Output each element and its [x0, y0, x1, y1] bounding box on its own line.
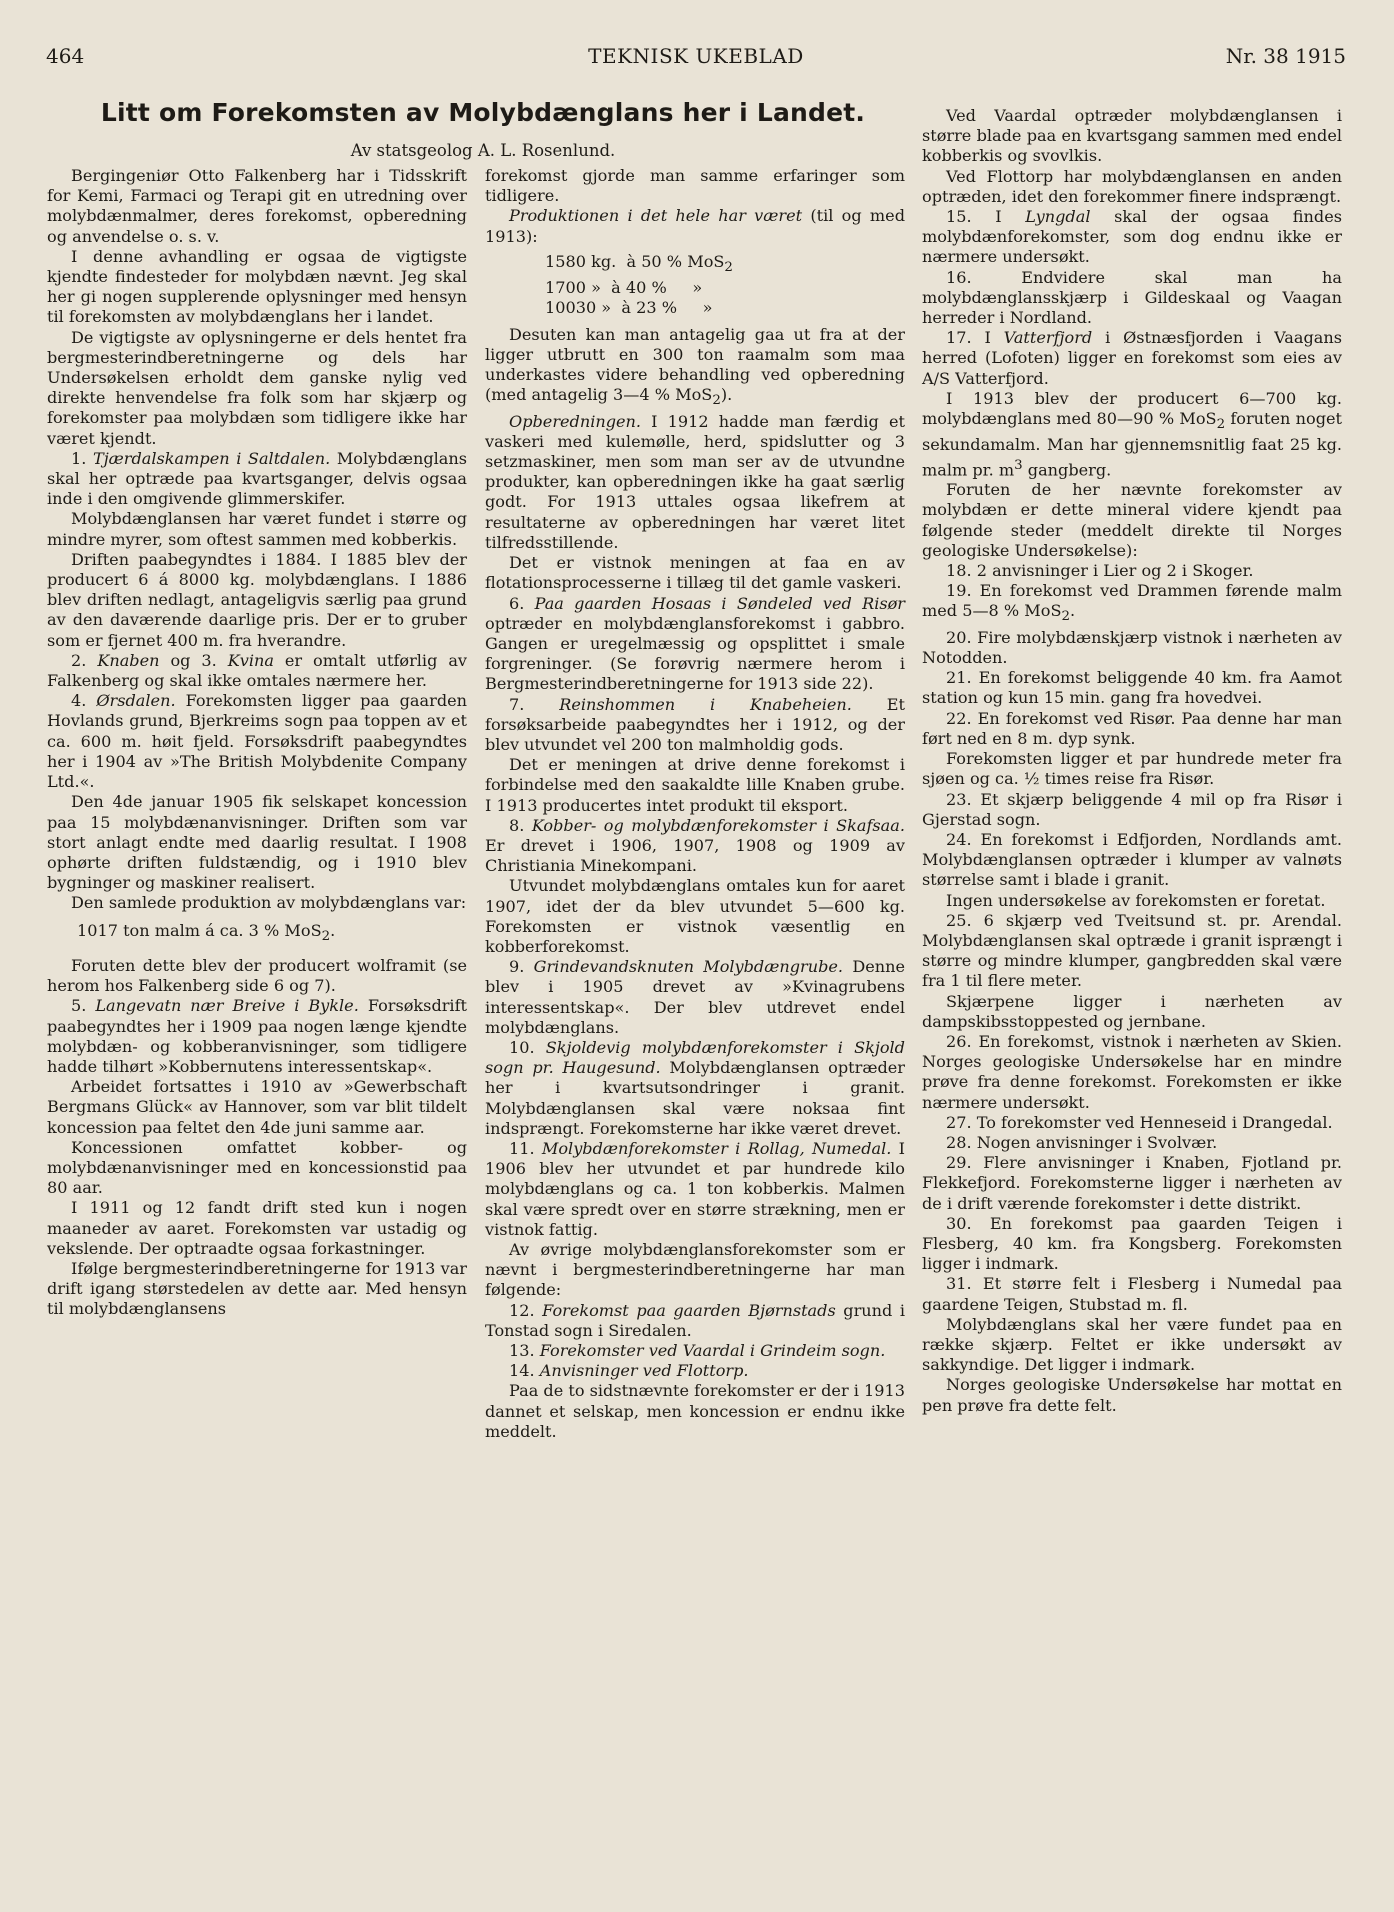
- paragraph: Molybdænglansen har været fundet i større og mindre myrer, som oftest sammen med kobberkis.: [47, 509, 467, 549]
- item-number: 8.: [509, 815, 525, 835]
- location-heading: Knaben: [97, 650, 160, 670]
- paragraph: Av øvrige molybdænglansforekomster som er nævnt i bergmesterindberetningerne har man følgende:: [485, 1240, 905, 1300]
- location-heading: Tjærdalskampen i Saltdalen.: [92, 448, 331, 468]
- production-row: [545, 298, 905, 318]
- paragraph-text: Er drevet i 1906, 1907, 1908 og 1909 av Christiania Minekompani.: [485, 835, 905, 876]
- paragraph: 18. 2 anvisninger i Lier og 2 i Skoger.: [946, 561, 1254, 581]
- paragraph: [47, 996, 467, 1077]
- formula-subscript: 2: [712, 393, 721, 409]
- paragraph: Forekomsten ligger et par hundrede meter fra sjøen og ca. ½ times reise fra Risør.: [922, 749, 1342, 789]
- item-number: 11.: [509, 1138, 535, 1158]
- paragraph: [485, 957, 905, 1038]
- production-row: [545, 252, 905, 278]
- paragraph: Bergingeniør Otto Falkenberg har i Tidsskrift for Kemi, Farmaci og Terapi git en utredning over molybdænmalmer, deres forekomst, opberedning og anvendelse o. s. v.: [47, 166, 467, 246]
- paragraph: Utvundet molybdænglans omtales kun for aaret 1907, idet der da blev utvundet 5—600 kg. Forekomsten er vistnok væsentlig en kobberforekomst.: [485, 876, 905, 956]
- paragraph-text: skal der ogsaa findes molybdænforekomster, som dog endnu ikke er nærmere undersøkt.: [922, 207, 1342, 267]
- formula-text: 1017 ton malm á ca. 3 % MoS: [77, 920, 322, 940]
- paragraph: 20. Fire molybdænskjærp vistnok i nærheten av Notodden.: [922, 627, 1342, 668]
- qty: 1700 »: [545, 278, 601, 298]
- paragraph: [47, 449, 467, 510]
- paragraph: [485, 1301, 905, 1341]
- issue-number: Nr. 38 1915: [1225, 44, 1346, 68]
- formula-subscript: 2: [321, 928, 331, 944]
- paragraph-text: Forekomsten ligger paa gaarden Hovlands grund, Bjerkreims sogn paa toppen av et ca. 600 m. høit fjeld. Forsøksdrift paabegyndtes her i 1904 av »The British Molybdenite Company Ltd.«.: [47, 691, 468, 792]
- paragraph: [922, 581, 1342, 628]
- paragraph: 16. Endvidere skal man ha molybdænglansskjærp i Gildeskaal og Vaagan herreder i Nordland.: [922, 267, 1342, 328]
- qty: 10030 »: [545, 298, 612, 318]
- paragraph: Det er meningen at drive denne forekomst i forbindelse med den saakaldte lille Knaben grube. I 1913 producertes intet produkt til eksport.: [485, 755, 905, 815]
- paragraph: [485, 695, 905, 756]
- paragraph: [922, 389, 1342, 480]
- location-heading: Anvisninger ved Flottorp.: [539, 1361, 749, 1381]
- paragraph: [922, 328, 1342, 389]
- article-byline: Av statsgeolog A. L. Rosenlund.: [350, 141, 616, 160]
- location-heading: Forekomster ved Vaardal i Grindeim sogn.: [539, 1341, 886, 1361]
- paragraph: 30. En forekomst paa gaarden Teigen i Flesberg, 40 km. fra Kongsberg. Forekomsten ligger i indmark.: [922, 1213, 1342, 1274]
- paragraph: [485, 1361, 905, 1381]
- production-formula: [47, 921, 467, 947]
- paragraph: 26. En forekomst, vistnok i nærheten av Skien. Norges geologiske Undersøkelse har en mindre prøve fra denne forekomst. Forekomsten er ikke nærmere undersøkt.: [922, 1031, 1342, 1112]
- paragraph: [485, 594, 905, 695]
- formula-end: .: [330, 920, 336, 940]
- paragraph: [485, 816, 905, 877]
- paragraph-text: Forsøksdrift paabegyndtes her i 1909 paa nogen længe kjendte molybdæn- og kobberanvisninger, som tidligere hadde tilhørt »Kobbernutens interessentskap«.: [47, 996, 468, 1076]
- location-heading: Forekomst paa gaarden Bjørnstads: [542, 1300, 836, 1320]
- paragraph: Den 4de januar 1905 fik selskapet koncession paa 15 molybdænanvisninger. Driften som var stort anlagt endte med daarlig resultat. I 1908 ophørte driften fuldstændig, og i 1910 blev bygninger og maskiner realisert.: [47, 792, 467, 893]
- article-title: Litt om Forekomsten av Molybdænglans her i Landet.: [100, 98, 866, 127]
- column-2: [485, 166, 905, 1442]
- column-1: [47, 166, 467, 1320]
- location-heading: Kvina: [227, 650, 274, 670]
- paragraph: [485, 1341, 905, 1361]
- paragraph: [485, 1139, 905, 1240]
- paragraph: [485, 206, 905, 246]
- paragraph-text: 19. En forekomst ved Drammen førende malm med 5—8 % MoS: [922, 581, 1342, 621]
- paragraph: Foruten dette blev der producert wolframit (se herom hos Falkenberg side 6 og 7).: [47, 955, 467, 996]
- item-number: 13.: [509, 1341, 535, 1361]
- paragraph-text: Desuten kan man antagelig gaa ut fra at der ligger utbrutt en 300 ton raamalm som maa underkastes videre behandling ved opberedning (med antagelig 3—4 % MoS: [485, 324, 905, 405]
- location-heading: Grindevandsknuten Molybdængrube.: [533, 957, 844, 977]
- paragraph: 28. Nogen anvisninger i Svolvær.: [946, 1132, 1218, 1152]
- item-number: og 3.: [170, 650, 217, 670]
- paragraph: De vigtigste av oplysningerne er dels hentet fra bergmesterindberetningerne og dels har Undersøkelsen erholdt dem ganske nylig ved direkte henvendelse fra folk som har skjærp og forekomster paa molybdæn som tidligere ikke har været kjendt.: [47, 327, 467, 448]
- paragraph-end: .: [1070, 601, 1076, 621]
- paragraph-end: ).: [720, 385, 733, 405]
- paragraph: I denne avhandling er ogsaa de vigtigste kjendte findesteder for molybdæn nævnt. Jeg skal her gi nogen supplerende oplysninger med hensyn til forekomsten av molybdænglans her i landet.: [47, 246, 467, 327]
- paragraph-text: grund i Tonstad sogn i Siredalen.: [485, 1300, 905, 1340]
- location-heading: Ørsdalen.: [96, 691, 176, 711]
- paragraph: Ved Vaardal optræder molybdænglansen i større blade paa en kvartsgang sammen med endel kobberkis og svovlkis.: [922, 106, 1342, 166]
- location-heading: Lyngdal: [1025, 207, 1091, 227]
- production-table: [545, 252, 905, 319]
- paragraph: [485, 325, 905, 412]
- item-number: 7.: [509, 694, 525, 714]
- paragraph: I 1911 og 12 fandt drift sted kun i nogen maaneder av aaret. Forekomsten var ustadig og vekslende. Der optraadte ogsaa forkastninger.: [47, 1198, 467, 1258]
- paragraph: Den samlede produktion av molybdænglans var:: [71, 893, 467, 913]
- location-heading: Vatterfjord: [1003, 328, 1093, 348]
- paragraph: Koncessionen omfattet kobber- og molybdænanvisninger med en koncessionstid paa 80 aar.: [47, 1137, 467, 1198]
- production-row: [545, 278, 905, 298]
- item-number: 14.: [509, 1361, 535, 1381]
- paragraph: Skjærpene ligger i nærheten av dampskibsstoppested og jernbane.: [922, 991, 1342, 1031]
- paragraph: 31. Et større felt i Flesberg i Numedal paa gaardene Teigen, Stubstad m. fl.: [922, 1274, 1342, 1314]
- paragraph: 22. En forekomst ved Risør. Paa denne har man ført ned en 8 m. dyp synk.: [922, 708, 1342, 748]
- paragraph-text: Molybdænglansen optræder her i kvartsutsondringer i granit. Molybdænglansen skal være noksaa fint indsprængt. Forekomsterne har ikke været drevet.: [485, 1058, 905, 1138]
- location-heading: Reinshommen i Knabeheien.: [559, 694, 852, 714]
- page-number: 464: [46, 44, 85, 68]
- paragraph: 27. To forekomster ved Henneseid i Drangedal.: [946, 1112, 1333, 1132]
- paragraph: Molybdænglans skal her være fundet paa en række skjærp. Feltet er ikke undersøkt av sakkyndige. Det ligger i indmark.: [922, 1314, 1342, 1375]
- compound: MoS: [687, 251, 725, 271]
- paragraph: 23. Et skjærp beliggende 4 mil op fra Risør i Gjerstad sogn.: [922, 789, 1342, 829]
- item-number: 15. I: [946, 207, 1002, 227]
- item-number: 5.: [71, 996, 87, 1016]
- section-heading: Produktionen i det hele har været: [509, 206, 803, 226]
- paragraph: 25. 6 skjærp ved Tveitsund st. pr. Arendal. Molybdænglansen skal optræde i granit isprængt i større og mindre klumper, gangbredden skal være fra 1 til flere meter.: [922, 910, 1342, 991]
- paragraph: Det er vistnok meningen at faa en av flotationsprocesserne i tillæg til det gamle vaskeri.: [485, 553, 905, 593]
- paragraph: Ingen undersøkelse av forekomsten er foretat.: [946, 890, 1326, 910]
- paragraph: Ved Flottorp har molybdænglansen en anden optræden, idet den forekommer finere indsprængt.: [922, 166, 1342, 206]
- percent: à 50 %: [626, 251, 683, 271]
- superscript: 3: [1014, 457, 1023, 473]
- item-number: 10.: [509, 1037, 535, 1057]
- formula-subscript: 2: [1216, 417, 1226, 433]
- paragraph-text: er omtalt utførlig av Falkenberg og skal ikke omtales nærmere her.: [47, 650, 468, 691]
- paragraph-text: Molybdænglans skal her optræde paa kvartsganger, delvis ogsaa inde i den omgivende glimmerskifer.: [47, 448, 467, 509]
- paragraph-text: i Østnæsfjorden i Vaagans herred (Lofoten) ligger en forekomst som eies av A/S Vatterfjord.: [922, 328, 1342, 388]
- paragraph: 24. En forekomst i Edfjorden, Nordlands amt. Molybdænglansen optræder i klumper av valnøts størrelse samt i blade i granit.: [922, 829, 1342, 890]
- item-number: 6.: [509, 593, 525, 613]
- paragraph-text: (til og med 1913):: [485, 206, 905, 246]
- paragraph-text: I 1906 blev her utvundet et par hundrede kilo molybdænglans og ca. 1 ton kobberkis. Malmen skal være spredt over en større strækning, men er vistnok fattig.: [485, 1138, 906, 1239]
- paragraph: [47, 651, 467, 691]
- paragraph-text: Denne blev i 1905 drevet av »Kvinagrubens interessentskap«. Der blev utdrevet endel molybdænglans.: [485, 957, 905, 1037]
- qty: 1580 kg.: [545, 251, 617, 271]
- paragraph-text: foruten noget sekundamalm. Man har gjennemsnitlig faat 25 kg. malm pr. m: [922, 409, 1342, 480]
- compound: »: [702, 298, 713, 318]
- column-3: [922, 106, 1342, 1416]
- section-heading: Opberedningen.: [509, 411, 642, 431]
- paragraph: Paa de to sidstnævnte forekomster er der i 1913 dannet et selskap, men koncession er endnu ikke meddelt.: [485, 1381, 905, 1441]
- formula-subscript: 2: [1061, 609, 1071, 625]
- paragraph-text: Et forsøksarbeide paabegyndtes her i 1912, og der blev utvundet vel 200 ton malmholdig gods.: [485, 694, 905, 754]
- percent: à 40 %: [611, 278, 667, 298]
- paragraph-text: I 1912 hadde man færdig et vaskeri med kulemølle, herd, spidslutter og 3 setzmaskiner, men som man ser av de utvundne produkter, kan opberedningen ikke ha gaat særlig godt. For 1913 uttales ogsaa likefrem at resultaterne av opberedningen har været litet tilfredsstillende.: [485, 411, 905, 552]
- paragraph: Arbeidet fortsattes i 1910 av »Gewerbschaft Bergmans Glück« av Hannover, som var blit tildelt koncession paa feltet den 4de juni samme aar.: [47, 1077, 467, 1137]
- percent: à 23 %: [621, 298, 678, 318]
- item-number: 9.: [509, 957, 525, 977]
- compound-subscript: 2: [724, 260, 733, 276]
- paragraph: [922, 207, 1342, 268]
- paragraph: Foruten de her nævnte forekomster av molybdæn er dette mineral videre kjendt paa følgende steder (meddelt direkte til Norges geologiske Undersøkelse):: [922, 480, 1342, 560]
- item-number: 2.: [71, 650, 87, 670]
- paragraph: forekomst gjorde man samme erfaringer som tidligere.: [485, 166, 905, 206]
- paragraph: [485, 1038, 905, 1139]
- location-heading: Paa gaarden Hosaas i Søndeled ved Risør: [534, 593, 905, 613]
- running-header: [46, 44, 1346, 70]
- paragraph: 29. Flere anvisninger i Knaben, Fjotland pr. Flekkefjord. Forekomsterne ligger i nærheten av de i drift værende forekomster i dette distrikt.: [922, 1153, 1342, 1213]
- paragraph: Norges geologiske Undersøkelse har mottat en pen prøve fra dette felt.: [922, 1375, 1342, 1415]
- location-heading: Langevatn nær Breive i Bykle.: [95, 996, 359, 1016]
- paragraph: 21. En forekomst beliggende 40 km. fra Aamot station og kun 15 min. gang fra hovedvei.: [922, 668, 1342, 708]
- item-number: 17. I: [946, 328, 991, 348]
- location-heading: Kobber- og molybdænforekomster i Skafsaa.: [531, 815, 905, 835]
- paragraph: [47, 691, 467, 792]
- paragraph-text: I 1913 blev der producert 6—700 kg. molybdænglans med 80—90 % MoS: [922, 388, 1342, 429]
- paragraph: Ifølge bergmesterindberetningerne for 1913 var drift igang størstedelen av dette aar. Med hensyn til molybdænglansens: [47, 1258, 467, 1319]
- compound: »: [692, 278, 703, 298]
- item-number: 4.: [71, 691, 87, 711]
- paragraph-text: optræder en molybdænglansforekomst i gabbro. Gangen er uregelmæssig og opsplittet i smale forgreninger. (Se forøvrig nærmere herom i Bergmesterindberetningerne for 1913 side 22).: [485, 613, 905, 694]
- paragraph-end: gangberg.: [1027, 460, 1112, 480]
- journal-title: TEKNISK UKEBLAD: [588, 44, 804, 68]
- paragraph: [485, 412, 905, 553]
- paragraph: Driften paabegyndtes i 1884. I 1885 blev der producert 6 á 8000 kg. molybdænglans. I 1886 blev driften nedlagt, antageligvis særlig paa grund av den daværende daarlige pris. Der er to gruber som er fjernet 400 m. fra hverandre.: [47, 549, 467, 650]
- item-number: 12.: [509, 1300, 535, 1320]
- location-heading: Skjoldevig molybdænforekomster i Skjold sogn pr. Haugesund.: [485, 1037, 905, 1078]
- item-number: 1.: [71, 448, 87, 468]
- location-heading: Molybdænforekomster i Rollag, Numedal.: [541, 1138, 892, 1158]
